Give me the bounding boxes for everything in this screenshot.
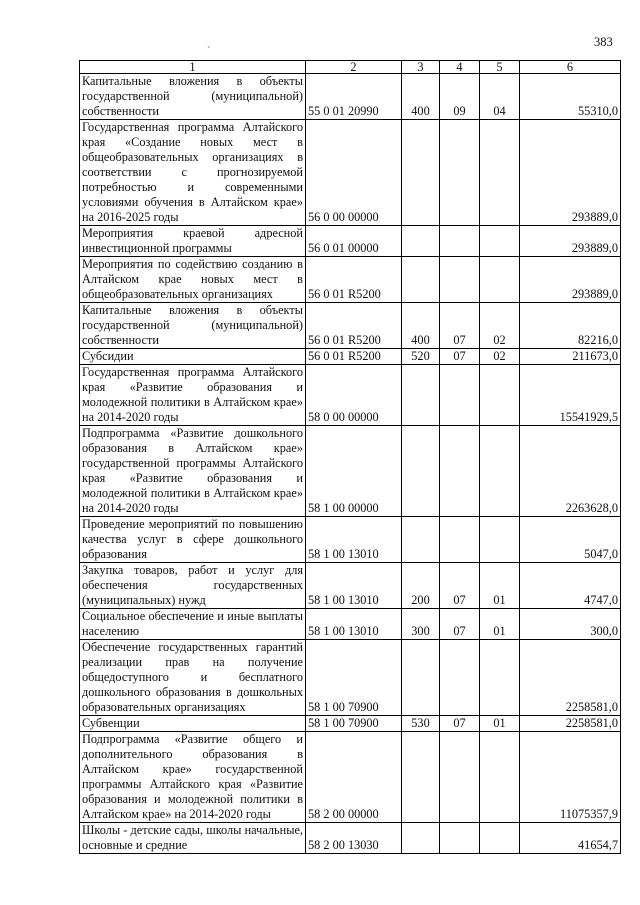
row-code: 58 2 00 00000	[306, 732, 402, 823]
row-vr: 520	[402, 349, 440, 365]
row-vr: 300	[402, 609, 440, 640]
row-rz: 07	[440, 563, 480, 609]
row-vr	[402, 120, 440, 226]
row-pr: 01	[480, 716, 520, 732]
row-rz: 09	[440, 74, 480, 120]
page-number: 383	[594, 35, 613, 49]
table-row	[80, 303, 621, 349]
header-col-4: 4	[440, 61, 480, 74]
table-row	[80, 120, 621, 226]
row-code: 58 1 00 70900	[306, 716, 402, 732]
row-pr	[480, 640, 520, 716]
row-pr: 02	[480, 303, 520, 349]
row-sum: 41654,7	[520, 823, 621, 854]
row-vr	[402, 640, 440, 716]
table-row	[80, 74, 621, 120]
header-row	[80, 61, 621, 74]
table-row	[80, 823, 621, 854]
table-row	[80, 349, 621, 365]
row-code: 58 1 00 70900	[306, 640, 402, 716]
row-name: Капитальные вложения в объекты государственной (муниципальной) собственности	[80, 74, 306, 120]
row-sum: 2258581,0	[520, 640, 621, 716]
row-rz	[440, 120, 480, 226]
stray-mark: `	[207, 46, 211, 57]
row-code: 56 0 01 00000	[306, 226, 402, 257]
table-row	[80, 365, 621, 426]
row-rz	[440, 640, 480, 716]
header-col-2: 2	[306, 61, 402, 74]
row-pr: 01	[480, 563, 520, 609]
row-rz	[440, 517, 480, 563]
row-sum: 2258581,0	[520, 716, 621, 732]
row-pr	[480, 365, 520, 426]
row-rz	[440, 257, 480, 303]
row-name: Закупка товаров, работ и услуг для обеспечения государственных (муниципальных) нужд	[80, 563, 306, 609]
row-name: Государственная программа Алтайского края «Создание новых мест в общеобразовательных организациях в соответствии с прогнозируемой потребностью и современными условиями обучения в Алтайском крае» на 2016-2025 годы	[80, 120, 306, 226]
row-name: Школы - детские сады, школы начальные, основные и средние	[80, 823, 306, 854]
row-code: 56 0 00 00000	[306, 120, 402, 226]
row-name: Обеспечение государственных гарантий реализации прав на получение общедоступного и бесплатного дошкольного образования в дошкольных образовательных организациях	[80, 640, 306, 716]
row-vr: 400	[402, 74, 440, 120]
row-vr	[402, 823, 440, 854]
row-name: Подпрограмма «Развитие общего и дополнительного образования в Алтайском крае» государственной программы Алтайского края «Развитие образования и молодежной политики в Алтайском крае» на 2014-2020 годы	[80, 732, 306, 823]
row-name: Подпрограмма «Развитие дошкольного образования в Алтайском крае» государственной программы Алтайского края «Развитие образования и молодежной политики в Алтайском крае» на 2014-2020 годы	[80, 426, 306, 517]
table-row	[80, 517, 621, 563]
row-sum: 5047,0	[520, 517, 621, 563]
row-vr	[402, 365, 440, 426]
row-code: 56 0 01 R5200	[306, 349, 402, 365]
row-pr: 04	[480, 74, 520, 120]
row-vr: 400	[402, 303, 440, 349]
row-rz: 07	[440, 349, 480, 365]
row-pr	[480, 517, 520, 563]
row-vr	[402, 226, 440, 257]
row-vr: 200	[402, 563, 440, 609]
row-name: Социальное обеспечение и иные выплаты населению	[80, 609, 306, 640]
row-code: 58 2 00 13030	[306, 823, 402, 854]
header-col-1: 1	[80, 61, 306, 74]
table-row	[80, 563, 621, 609]
table-row	[80, 609, 621, 640]
row-pr	[480, 257, 520, 303]
row-code: 58 1 00 13010	[306, 517, 402, 563]
row-sum: 55310,0	[520, 74, 621, 120]
table-row	[80, 640, 621, 716]
row-rz	[440, 426, 480, 517]
budget-table	[79, 60, 621, 854]
row-sum: 15541929,5	[520, 365, 621, 426]
row-vr	[402, 257, 440, 303]
row-vr	[402, 426, 440, 517]
row-vr: 530	[402, 716, 440, 732]
row-pr	[480, 226, 520, 257]
row-code: 55 0 01 20990	[306, 74, 402, 120]
row-sum: 293889,0	[520, 226, 621, 257]
row-sum: 2263628,0	[520, 426, 621, 517]
table-row	[80, 226, 621, 257]
table-row	[80, 426, 621, 517]
header-col-5: 5	[480, 61, 520, 74]
row-rz	[440, 823, 480, 854]
row-code: 58 1 00 13010	[306, 563, 402, 609]
row-pr	[480, 120, 520, 226]
table-row	[80, 732, 621, 823]
row-code: 58 1 00 13010	[306, 609, 402, 640]
row-vr	[402, 732, 440, 823]
row-name: Субвенции	[80, 716, 306, 732]
row-name: Мероприятия краевой адресной инвестиционной программы	[80, 226, 306, 257]
row-sum: 300,0	[520, 609, 621, 640]
row-sum: 82216,0	[520, 303, 621, 349]
row-rz: 07	[440, 716, 480, 732]
row-code: 56 0 01 R5200	[306, 303, 402, 349]
header-col-6: 6	[520, 61, 621, 74]
row-pr	[480, 823, 520, 854]
row-rz	[440, 365, 480, 426]
row-name: Проведение мероприятий по повышению качества услуг в сфере дошкольного образования	[80, 517, 306, 563]
table-row	[80, 716, 621, 732]
row-pr	[480, 732, 520, 823]
row-sum: 293889,0	[520, 257, 621, 303]
row-name: Государственная программа Алтайского края «Развитие образования и молодежной политики в Алтайском крае» на 2014-2020 годы	[80, 365, 306, 426]
row-sum: 293889,0	[520, 120, 621, 226]
row-name: Субсидии	[80, 349, 306, 365]
header-col-3: 3	[402, 61, 440, 74]
row-code: 58 0 00 00000	[306, 365, 402, 426]
row-name: Мероприятия по содействию созданию в Алтайском крае новых мест в общеобразовательных организациях	[80, 257, 306, 303]
row-pr: 01	[480, 609, 520, 640]
row-sum: 11075357,9	[520, 732, 621, 823]
row-pr	[480, 426, 520, 517]
row-sum: 4747,0	[520, 563, 621, 609]
row-rz: 07	[440, 303, 480, 349]
row-code: 58 1 00 00000	[306, 426, 402, 517]
row-rz	[440, 226, 480, 257]
row-pr: 02	[480, 349, 520, 365]
table-row	[80, 257, 621, 303]
row-vr	[402, 517, 440, 563]
row-sum: 211673,0	[520, 349, 621, 365]
row-name: Капитальные вложения в объекты государственной (муниципальной) собственности	[80, 303, 306, 349]
row-rz	[440, 732, 480, 823]
row-code: 56 0 01 R5200	[306, 257, 402, 303]
row-rz: 07	[440, 609, 480, 640]
